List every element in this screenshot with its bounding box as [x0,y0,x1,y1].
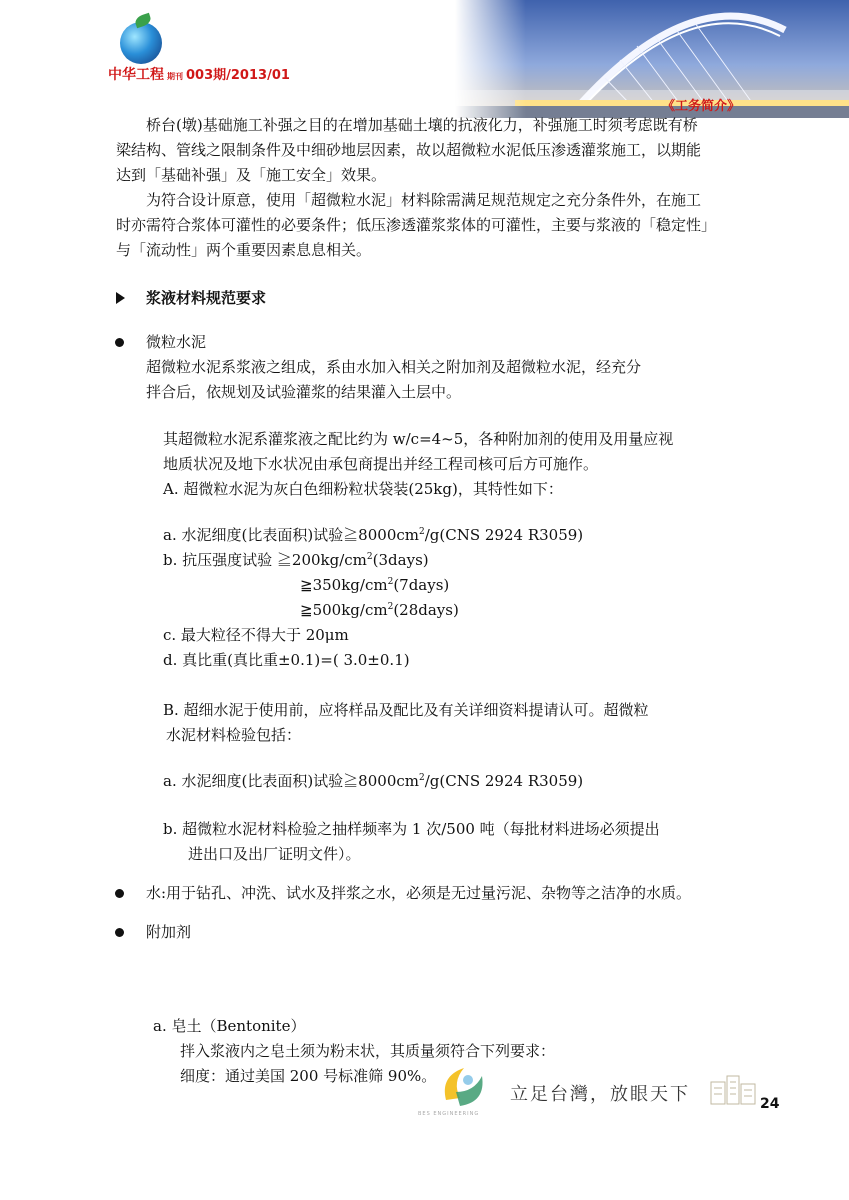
bentonite-line: 拌入浆液内之皂土须为粉末状，其质量须符合下列要求： [180,1042,556,1060]
spec-b-item-b-line: b. 超微粒水泥材料检验之抽样频率为 1 次/500 吨（每批材料进场必须提出 [163,820,660,838]
mix-line: 地质状况及地下水状况由承包商提出并经工程司核可后方可施作。 [163,455,599,473]
intro-line: 与「流动性」两个重要因素息息相关。 [116,241,372,259]
bentonite-line: 细度：通过美国 200 号标准筛 90%。 [180,1067,437,1085]
page-number: 24 [760,1096,780,1112]
intro-line: 为符合设计原意，使用「超微粒水泥」材料除需满足规范规定之充分条件外，在施工 [146,191,702,209]
header-bridge-photo [455,0,849,118]
building-sketch-icon [705,1074,761,1106]
company-logo-icon [438,1062,488,1112]
spec-item-a: a. 水泥细度(比表面积)试验$≧8000cm^2/g(CNS$ 2924 R3059) [163,526,584,544]
intro-line: 梁结构、管线之限制条件及中细砂地层因素，故以超微粒水泥低压渗透灌浆施工，以期能 [116,141,702,159]
additive-title: 附加剂 [146,923,192,941]
spec-a-list [163,523,583,673]
bentonite-title: a. 皂土（Bentonite） [153,1017,306,1035]
spec-a-title: A. 超微粒水泥为灰白色细粉粒状袋装(25kg)，其特性如下： [163,480,563,498]
cement-desc-line: 拌合后，依规划及试验灌浆的结果灌入土层中。 [146,383,462,401]
issue-number: 003期/2013/01 [186,68,290,83]
bullet-icon [115,889,124,898]
spec-item-b-28day: $≧500kg/cm^2(28days)$ [300,601,459,619]
spec-b-line: 水泥材料检验包括： [166,726,302,744]
brand-name: 中华工程 [108,67,164,83]
bentonite-section [153,1014,555,1089]
water-requirement: 水:用于钻孔、冲洗、试水及拌浆之水，必须是无过量污泥、杂物等之洁净的水质。 [146,884,692,902]
globe-logo-icon [120,22,162,64]
cement-section [146,330,641,405]
spec-item-c: c. 最大粒径不得大于 20μm [163,626,349,644]
intro-line: 桥台(墩)基础施工补强之目的在增加基础土壤的抗液化力，补强施工时须考虑既有桥 [146,116,698,134]
mix-line: 其超微粒水泥系灌浆液之配比约为 w/c=4~5，各种附加剂的使用及用量应视 [163,430,674,448]
company-logo-text: BES ENGINEERING [418,1111,480,1117]
intro-paragraph-1 [116,113,701,188]
spec-item-b: b. 抗压强度试验 $≧200kg/cm^2(3days)$ [163,551,429,569]
journal-brand [108,64,290,84]
section-heading: 浆液材料规范要求 [146,289,267,307]
bullet-icon [115,338,124,347]
spec-item-d: d. 真比重(真比重±0.1)=( 3.0±0.1) [163,651,410,669]
spec-b-item-b-line: 进出口及出厂证明文件）。 [188,845,361,863]
spec-b-line: B. 超细水泥于使用前，应将样品及配比及有关详细资料提请认可。超微粒 [163,701,649,719]
issue-small-label: 期刊 [167,72,183,81]
spec-b-title [163,698,649,748]
footer-slogan: 立足台灣，放眼天下 [510,1084,690,1105]
cement-title: 微粒水泥 [146,333,207,351]
mix-ratio [163,427,673,502]
bullet-icon [115,928,124,937]
spec-item-b-7day: $≧350kg/cm^2(7days)$ [300,576,450,594]
intro-line: 时亦需符合浆体可灌性的必要条件；低压渗透灌浆浆体的可灌性，主要与浆液的「稳定性」 [116,216,717,234]
spec-b-item-b [163,817,660,867]
intro-paragraph-2 [116,188,716,263]
triangle-bullet-icon [116,292,125,304]
cement-desc-line: 超微粒水泥系浆液之组成，系由水加入相关之附加剂及超微粒水泥，经充分 [146,358,642,376]
section-tag: 《工务简介》 [662,99,741,114]
bridge-illustration [455,0,849,118]
intro-line: 达到「基础补强」及「施工安全」效果。 [116,166,387,184]
spec-b-item-a: a. 水泥细度(比表面积)试验$≧8000cm^2/g(CNS$ 2924 R3059) [163,772,584,790]
